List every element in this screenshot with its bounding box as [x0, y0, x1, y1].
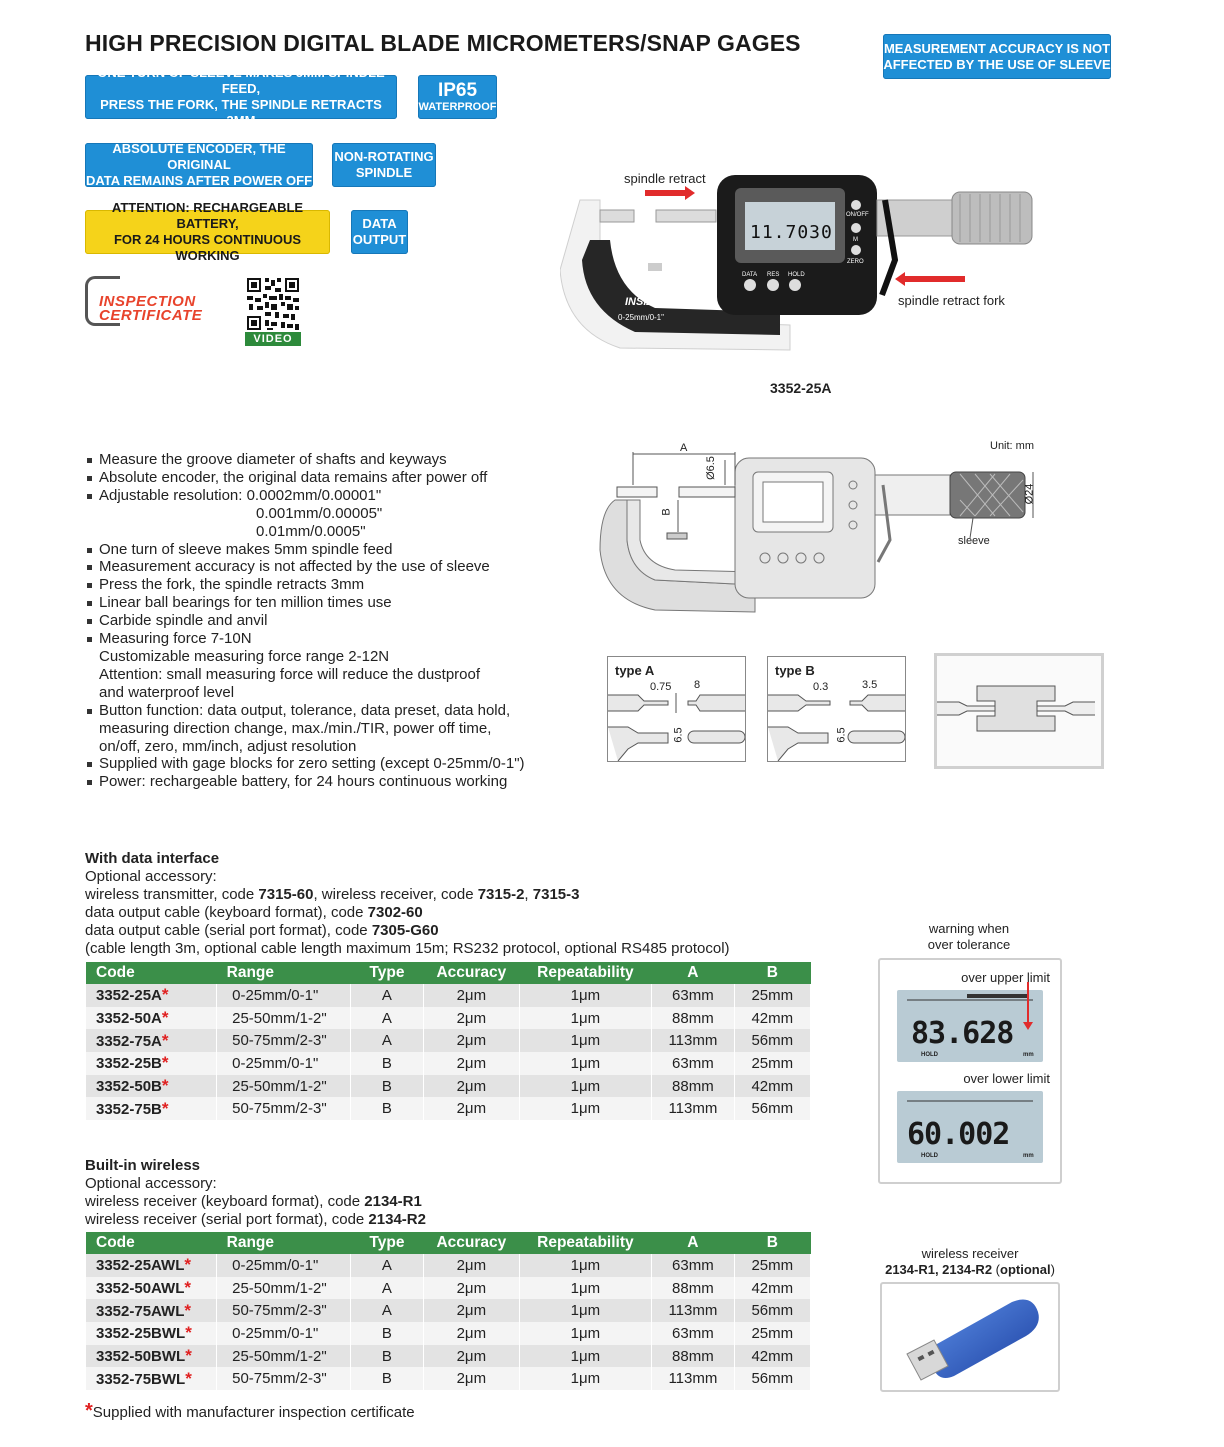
badge-accuracy-line1: MEASUREMENT ACCURACY IS NOT — [883, 40, 1111, 56]
table-row — [86, 984, 811, 1007]
cell-repeatability: 1μm — [519, 1075, 652, 1098]
footnote-star: * — [85, 1400, 93, 1422]
cell-repeatability: 1μm — [519, 1029, 652, 1052]
col-b: B — [734, 962, 810, 984]
cell-b: 56mm — [734, 1299, 810, 1322]
certificate-star: * — [185, 1346, 192, 1366]
lcd-upper-hold: HOLD — [921, 1052, 938, 1058]
text-span: wireless transmitter, code — [85, 885, 259, 903]
cell-accuracy: 2μm — [424, 1345, 519, 1368]
code-7315-3: 7315-3 — [532, 885, 580, 903]
feature-item: Power: rechargeable battery, for 24 hours continuous working — [85, 773, 585, 791]
cell-code — [86, 1029, 217, 1052]
cell-accuracy: 2μm — [424, 1299, 519, 1322]
cell-range: 25-50mm/1-2" — [217, 1345, 351, 1368]
arrow-upper-icon — [1020, 982, 1040, 1032]
over-lower-label: over lower limit — [963, 1071, 1050, 1086]
cell-accuracy: 2μm — [424, 1052, 519, 1075]
badge-turn-line1: ONE TURN OF SLEEVE MAKES 5MM SPINDLE FEED, — [97, 65, 385, 96]
feature-item: Press the fork, the spindle retracts 3mm — [85, 576, 585, 594]
badge-non-rotating — [332, 143, 436, 187]
cell-repeatability: 1μm — [519, 984, 652, 1007]
certificate-star: * — [161, 1008, 169, 1028]
badge-ip65 — [418, 75, 497, 119]
feature-item: on/off, zero, mm/inch, adjust resolution — [99, 737, 357, 755]
certificate-star: * — [161, 1053, 169, 1073]
code-text: 3352-75AWL — [96, 1302, 185, 1320]
badge-turn-line2: PRESS THE FORK, THE SPINDLE RETRACTS 3MM — [100, 97, 382, 128]
col-accuracy: Accuracy — [424, 1232, 519, 1254]
cell-accuracy: 2μm — [424, 1322, 519, 1345]
type-a-detail — [607, 656, 746, 762]
col-repeatability: Repeatability — [519, 962, 652, 984]
cell-repeatability: 1μm — [519, 1052, 652, 1075]
cell-b: 25mm — [734, 1052, 810, 1075]
cell-a: 88mm — [652, 1345, 734, 1368]
cell-range: 0-25mm/0-1" — [217, 1052, 351, 1075]
cell-range: 50-75mm/2-3" — [217, 1097, 351, 1120]
cell-type: B — [350, 1367, 423, 1390]
certificate-star: * — [184, 1278, 191, 1298]
groove-illustration — [937, 656, 1095, 760]
certificate-star: * — [161, 1076, 169, 1096]
data-interface-section — [85, 850, 730, 957]
tolerance-warning-panel — [878, 958, 1062, 1184]
footnote-text: Supplied with manufacturer inspection certificate — [92, 1404, 415, 1421]
receiver-image-panel — [880, 1282, 1060, 1392]
data-interface-line4: (cable length 3m, optional cable length maximum 15m; RS232 protocol, optional RS485 protocol) — [85, 939, 730, 957]
data-interface-line1 — [85, 886, 730, 904]
wireless-line1 — [85, 1193, 426, 1211]
cell-code — [86, 1277, 217, 1300]
cell-range: 25-50mm/1-2" — [217, 1007, 351, 1030]
badge-encoder — [85, 143, 313, 187]
badge-ip65-title: IP65 — [437, 80, 478, 101]
warning-title-line1: warning when — [928, 921, 1010, 936]
col-accuracy: Accuracy — [424, 962, 519, 984]
table-row — [86, 1029, 811, 1052]
code-text: 3352-75A — [96, 1032, 162, 1050]
table-row — [86, 1299, 811, 1322]
cell-range: 0-25mm/0-1" — [217, 984, 351, 1007]
cell-repeatability: 1μm — [519, 1277, 652, 1300]
certificate-star: * — [161, 1098, 169, 1118]
feature-item: One turn of sleeve makes 5mm spindle feed — [85, 541, 585, 559]
cell-b: 25mm — [734, 984, 810, 1007]
table-row — [86, 1254, 811, 1277]
badge-nonrot-line2: SPINDLE — [355, 165, 413, 180]
lcd-upper-value: 83.628 — [911, 1016, 1014, 1051]
cell-a: 113mm — [652, 1299, 734, 1322]
feature-item: Absolute encoder, the original data remains after power off — [85, 469, 585, 487]
feature-item: measuring direction change, max./min./TIR, power off time, — [99, 719, 492, 737]
cell-range: 25-50mm/1-2" — [217, 1277, 351, 1300]
certificate-star: * — [185, 1368, 192, 1388]
cell-accuracy: 2μm — [424, 1254, 519, 1277]
code-text: 3352-25AWL — [96, 1257, 185, 1275]
groove-measure-detail — [934, 653, 1104, 769]
cell-range: 0-25mm/0-1" — [217, 1254, 351, 1277]
warning-title — [880, 921, 1058, 953]
type-b-dim2: 3.5 — [862, 679, 878, 691]
feature-item: Adjustable resolution: 0.0002mm/0.00001" — [85, 487, 585, 505]
brand-logo: INSIZE — [625, 296, 661, 308]
lcd-lower-hold: HOLD — [921, 1153, 938, 1159]
text-span: wireless receiver (keyboard format), code — [85, 1192, 365, 1210]
type-b-dim1: 0.3 — [813, 681, 829, 693]
cell-b: 42mm — [734, 1277, 810, 1300]
data-interface-line3 — [85, 922, 730, 940]
dim-d24-label: Ø24 — [1023, 483, 1036, 505]
cell-repeatability: 1μm — [519, 1345, 652, 1368]
wireless-optional: Optional accessory: — [85, 1174, 217, 1192]
cell-b: 56mm — [734, 1029, 810, 1052]
feature-item: Supplied with gage blocks for zero setting (except 0-25mm/0-1") — [85, 755, 585, 773]
table-row — [86, 1075, 811, 1098]
table-row — [86, 1007, 811, 1030]
certificate-star: * — [161, 985, 169, 1005]
text-span: data output cable (serial port format), code — [85, 921, 372, 939]
badge-battery — [85, 200, 330, 263]
inspection-certificate-logo — [85, 276, 225, 322]
cell-repeatability: 1μm — [519, 1299, 652, 1322]
micrometer-illustration — [560, 160, 1070, 360]
table-header-row — [86, 962, 811, 984]
col-a: A — [652, 962, 734, 984]
button-data-label: DATA — [742, 272, 758, 278]
cell-accuracy: 2μm — [424, 1029, 519, 1052]
cell-accuracy: 2μm — [424, 1277, 519, 1300]
cell-type: A — [350, 1254, 423, 1277]
cell-type: A — [350, 984, 423, 1007]
video-label: VIDEO — [245, 332, 301, 346]
cell-a: 63mm — [652, 1322, 734, 1345]
col-code: Code — [86, 1232, 217, 1254]
lcd-scale-lower — [897, 1091, 1043, 1111]
code-2134-r2: 2134-R2 — [368, 1210, 426, 1228]
button-on-off-label: ON/OFF — [846, 212, 869, 218]
cell-b: 56mm — [734, 1367, 810, 1390]
certificate-star: * — [161, 1030, 169, 1050]
cell-range: 25-50mm/1-2" — [217, 1075, 351, 1098]
feature-item: and waterproof level — [99, 683, 235, 701]
cell-accuracy: 2μm — [424, 1367, 519, 1390]
footnote — [85, 1400, 415, 1423]
badge-encoder-line1: ABSOLUTE ENCODER, THE ORIGINAL — [112, 141, 286, 172]
cell-type: A — [350, 1029, 423, 1052]
cell-b: 25mm — [734, 1254, 810, 1277]
button-hold-label: HOLD — [788, 272, 805, 278]
code-2134-r1: 2134-R1 — [364, 1192, 422, 1210]
badge-data-line1: DATA — [362, 216, 397, 231]
code-text: 3352-25A — [96, 987, 162, 1005]
feature-item: Carbide spindle and anvil — [85, 612, 585, 630]
data-interface-line2 — [85, 904, 730, 922]
cell-code — [86, 1007, 217, 1030]
cell-b: 42mm — [734, 1345, 810, 1368]
cell-repeatability: 1μm — [519, 1254, 652, 1277]
dim-d65-label: Ø6.5 — [704, 456, 717, 480]
cell-b: 56mm — [734, 1097, 810, 1120]
badge-nonrot-line1: NON-ROTATING — [334, 149, 434, 164]
type-a-dim2: 8 — [694, 679, 701, 691]
cell-code — [86, 1299, 217, 1322]
cell-a: 88mm — [652, 1277, 734, 1300]
cell-type: B — [350, 1097, 423, 1120]
table-row — [86, 1277, 811, 1300]
cell-repeatability: 1μm — [519, 1367, 652, 1390]
cell-repeatability: 1μm — [519, 1007, 652, 1030]
receiver-optional: optional — [1000, 1262, 1051, 1277]
cell-repeatability: 1μm — [519, 1322, 652, 1345]
cell-range: 50-75mm/2-3" — [217, 1367, 351, 1390]
lcd-lower — [897, 1091, 1043, 1163]
certificate-star: * — [185, 1323, 192, 1343]
feature-item: 0.01mm/0.0005" — [256, 522, 366, 540]
code-text: 3352-75BWL — [96, 1370, 186, 1388]
wireless-section — [85, 1157, 426, 1229]
dim-a-label: A — [680, 442, 688, 454]
certificate-star: * — [184, 1255, 191, 1275]
feature-item: Customizable measuring force range 2-12N — [99, 647, 390, 665]
cell-repeatability: 1μm — [519, 1097, 652, 1120]
usb-receiver-icon — [882, 1284, 1058, 1390]
badge-battery-line2: FOR 24 HOURS CONTINUOUS WORKING — [113, 232, 302, 263]
code-text: 3352-50B — [96, 1078, 162, 1096]
data-interface-heading: With data interface — [85, 850, 220, 867]
cell-code — [86, 1254, 217, 1277]
type-a-dim1: 0.75 — [650, 681, 672, 693]
cell-type: A — [350, 1277, 423, 1300]
cell-accuracy: 2μm — [424, 1075, 519, 1098]
cell-type: B — [350, 1052, 423, 1075]
badge-encoder-line2: DATA REMAINS AFTER POWER OFF — [85, 173, 313, 188]
feature-item: Linear ball bearings for ten million times use — [85, 594, 585, 612]
cell-code — [86, 1075, 217, 1098]
cell-type: A — [350, 1299, 423, 1322]
qr-code[interactable] — [245, 276, 301, 346]
receiver-codes: 2134-R1, 2134-R2 — [885, 1262, 993, 1277]
certificate-line1: INSPECTION — [99, 293, 196, 310]
code-7305-g60: 7305-G60 — [371, 921, 439, 939]
cell-code — [86, 1097, 217, 1120]
technical-drawing — [595, 440, 1045, 620]
col-a: A — [652, 1232, 734, 1254]
cell-type: B — [350, 1322, 423, 1345]
cell-code — [86, 1367, 217, 1390]
type-b-drawing — [768, 657, 905, 761]
cell-accuracy: 2μm — [424, 1007, 519, 1030]
display-readout: 11.7030 — [750, 222, 833, 243]
cell-accuracy: 2μm — [424, 1097, 519, 1120]
text-span: , — [524, 885, 533, 903]
text-span: wireless receiver (serial port format), code — [85, 1210, 369, 1228]
cell-a: 63mm — [652, 1254, 734, 1277]
cell-code — [86, 1345, 217, 1368]
badge-battery-line1: ATTENTION: RECHARGEABLE BATTERY, — [111, 200, 304, 231]
over-upper-label: over upper limit — [961, 970, 1050, 985]
type-a-drawing — [608, 657, 745, 761]
unit-label: Unit: mm — [990, 440, 1034, 452]
table-row — [86, 1052, 811, 1075]
button-res-label: RES — [767, 272, 780, 278]
feature-item: Button function: data output, tolerance, data preset, data hold, — [85, 702, 585, 720]
table-row — [86, 1367, 811, 1390]
col-repeatability: Repeatability — [519, 1232, 652, 1254]
table-row — [86, 1345, 811, 1368]
spindle-retract-label: spindle retract — [624, 171, 706, 186]
lcd-upper-mm: mm — [1023, 1052, 1034, 1058]
badge-data-output — [351, 210, 408, 254]
code-text: 3352-75B — [96, 1100, 162, 1118]
type-a-label: type A — [615, 663, 655, 678]
qr-code-icon — [245, 276, 301, 332]
col-range: Range — [217, 1232, 351, 1254]
wireless-line2 — [85, 1211, 426, 1229]
product-image — [560, 160, 1070, 360]
table-row — [86, 1097, 811, 1120]
cell-code — [86, 984, 217, 1007]
badge-ip65-sub: WATERPROOF — [418, 101, 497, 113]
cell-a: 88mm — [652, 1007, 734, 1030]
sleeve-label: sleeve — [958, 535, 990, 547]
feature-item: Measurement accuracy is not affected by the use of sleeve — [85, 558, 585, 576]
cell-code — [86, 1322, 217, 1345]
receiver-title: wireless receiver — [921, 1246, 1019, 1261]
code-7315-60: 7315-60 — [258, 885, 314, 903]
warning-title-line2: over tolerance — [927, 937, 1011, 952]
col-b: B — [734, 1232, 810, 1254]
text-span: , wireless receiver, code — [313, 885, 478, 903]
col-code: Code — [86, 962, 217, 984]
spec-table-wireless — [86, 1232, 811, 1390]
cell-range: 50-75mm/2-3" — [217, 1299, 351, 1322]
table-header-row — [86, 1232, 811, 1254]
lcd-lower-mm: mm — [1023, 1153, 1034, 1159]
code-7315-2: 7315-2 — [477, 885, 525, 903]
cell-type: A — [350, 1007, 423, 1030]
col-type: Type — [350, 962, 423, 984]
cell-a: 63mm — [652, 984, 734, 1007]
type-b-detail — [767, 656, 906, 762]
type-b-dim3: 6.5 — [835, 727, 848, 743]
page-title: HIGH PRECISION DIGITAL BLADE MICROMETERS/SNAP GAGES — [85, 30, 801, 56]
text-span: ( — [992, 1262, 1001, 1277]
badge-data-line2: OUTPUT — [352, 232, 407, 247]
cell-range: 50-75mm/2-3" — [217, 1029, 351, 1052]
col-range: Range — [217, 962, 351, 984]
wireless-heading: Built-in wireless — [85, 1157, 201, 1174]
feature-item: Measuring force 7-10N — [85, 630, 585, 648]
feature-item: Measure the groove diameter of shafts and keyways — [85, 451, 585, 469]
code-text: 3352-25B — [96, 1055, 162, 1073]
badge-accuracy-line2: AFFECTED BY THE USE OF SLEEVE — [883, 56, 1111, 72]
cell-a: 113mm — [652, 1097, 734, 1120]
badge-sleeve-turn — [85, 65, 397, 128]
frame-range-text: 0-25mm/0-1" — [618, 313, 664, 322]
lcd-lower-value: 60.002 — [907, 1117, 1010, 1152]
feature-list — [85, 451, 585, 791]
cell-type: B — [350, 1345, 423, 1368]
code-7302-60: 7302-60 — [367, 903, 423, 921]
col-type: Type — [350, 1232, 423, 1254]
receiver-caption — [860, 1246, 1080, 1278]
feature-item: Attention: small measuring force will reduce the dustproof — [99, 665, 481, 683]
dim-b-label: B — [660, 508, 673, 516]
certificate-star: * — [184, 1300, 191, 1320]
drawing-illustration — [595, 440, 1045, 620]
feature-item: 0.001mm/0.00005" — [256, 504, 383, 522]
cell-code — [86, 1052, 217, 1075]
badge-accuracy — [883, 34, 1111, 79]
cell-a: 113mm — [652, 1367, 734, 1390]
code-text: 3352-50AWL — [96, 1280, 185, 1298]
code-text: 3352-50BWL — [96, 1348, 186, 1366]
certificate-line2: CERTIFICATE — [99, 307, 203, 324]
text-span: ) — [1050, 1262, 1055, 1277]
cell-b: 25mm — [734, 1322, 810, 1345]
code-text: 3352-25BWL — [96, 1325, 186, 1343]
data-interface-optional: Optional accessory: — [85, 867, 217, 885]
code-text: 3352-50A — [96, 1010, 162, 1028]
cell-a: 88mm — [652, 1075, 734, 1098]
cell-a: 63mm — [652, 1052, 734, 1075]
text-span: data output cable (keyboard format), code — [85, 903, 368, 921]
cell-a: 113mm — [652, 1029, 734, 1052]
cell-range: 0-25mm/0-1" — [217, 1322, 351, 1345]
type-a-dim3: 6.5 — [672, 727, 685, 743]
button-m-label: M — [853, 237, 858, 243]
product-model: 3352-25A — [770, 380, 832, 396]
spindle-retract-fork-label: spindle retract fork — [898, 293, 1005, 308]
table-row — [86, 1322, 811, 1345]
type-b-label: type B — [775, 663, 815, 678]
cell-b: 42mm — [734, 1007, 810, 1030]
button-zero-label: ZERO — [847, 259, 864, 265]
cell-accuracy: 2μm — [424, 984, 519, 1007]
spec-table-data-interface — [86, 962, 811, 1120]
cell-b: 42mm — [734, 1075, 810, 1098]
cell-type: B — [350, 1075, 423, 1098]
